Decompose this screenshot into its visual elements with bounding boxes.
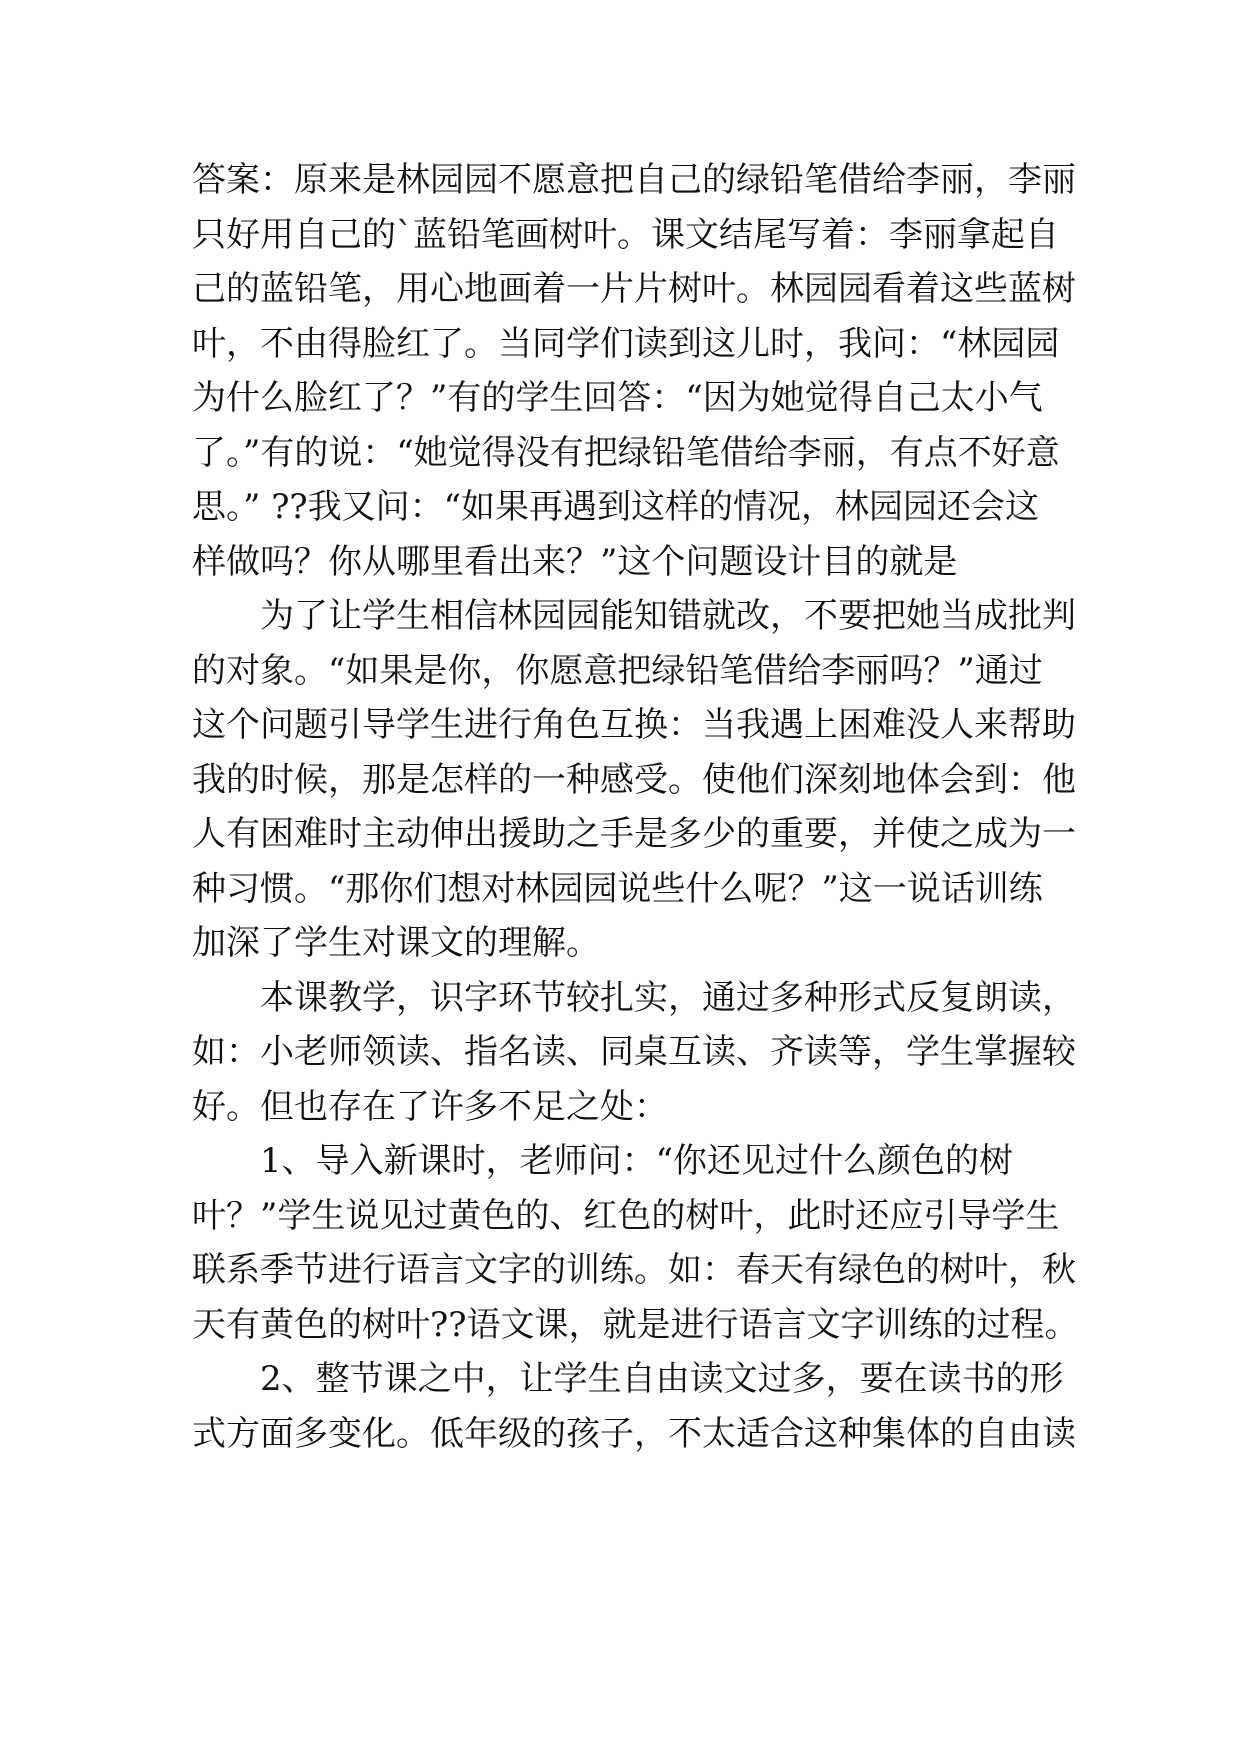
text-line: 好。但也存在了许多不足之处： (192, 1086, 668, 1127)
text-line: 1、导入新课时，老师问：“你还见过什么颜色的树 (260, 1141, 1014, 1181)
text-line: 的对象。“如果是你，你愿意把绿铅笔借给李丽吗？”通过 (192, 650, 1043, 691)
text-line: 只好用自己的`蓝铅笔画树叶。课文结尾写着：李丽拿起自 (192, 214, 1059, 255)
document-body (192, 153, 1079, 1461)
paragraph-1 (192, 153, 1076, 589)
text-line: 为什么脸红了？”有的学生回答：“因为她觉得自己太小气 (192, 378, 1043, 418)
text-line: 种习惯。“那你们想对林园园说些什么呢？”这一说话训练 (192, 868, 1043, 909)
text-line: 样做吗？你从哪里看出来？”这个问题设计目的就是 (192, 541, 958, 582)
text-line: 天有黄色的树叶??语文课，就是进行语言文字训练的过程。 (192, 1304, 1079, 1345)
text-line: 联系季节进行语言文字的训练。如：春天有绿色的树叶，秋 (192, 1250, 1076, 1290)
text-line: 人有困难时主动伸出援助之手是多少的重要，并使之成为一 (192, 814, 1076, 854)
text-line: 己的蓝铅笔，用心地画着一片片树叶。林园园看着这些蓝树 (192, 269, 1076, 309)
text-line: 思。” ??我又问：“如果再遇到这样的情况，林园园还会这 (192, 487, 1040, 527)
text-line: 这个问题引导学生进行角色互换：当我遇上困难没人来帮助 (192, 705, 1076, 745)
paragraph-2 (192, 589, 1076, 971)
paragraph-5 (192, 1352, 1076, 1461)
text-line: 式方面多变化。低年级的孩子，不太适合这种集体的自由读 (192, 1413, 1076, 1454)
text-line: 加深了学生对课文的理解。 (192, 923, 600, 963)
text-line: 答案：原来是林园园不愿意把自己的绿铅笔借给李丽，李丽 (192, 160, 1076, 200)
text-line: 如：小老师领读、指名读、同桌互读、齐读等，学生掌握较 (192, 1032, 1076, 1072)
text-line: 本课教学，识字环节较扎实，通过多种形式反复朗读， (260, 977, 1076, 1018)
text-line: 了。”有的说：“她觉得没有把绿铅笔借给李丽，有点不好意 (192, 432, 1060, 473)
paragraph-4 (192, 1134, 1079, 1352)
text-line: 叶？”学生说见过黄色的、红色的树叶，此时还应引导学生 (192, 1195, 1060, 1236)
text-line: 为了让学生相信林园园能知错就改，不要把她当成批判 (260, 596, 1076, 636)
text-line: 我的时候，那是怎样的一种感受。使他们深刻地体会到：他 (192, 759, 1076, 800)
text-line: 2、整节课之中，让学生自由读文过多，要在读书的形 (260, 1359, 1064, 1399)
text-line: 叶，不由得脸红了。当同学们读到这儿时，我问：“林园园 (192, 323, 1060, 364)
paragraph-3 (192, 971, 1076, 1135)
